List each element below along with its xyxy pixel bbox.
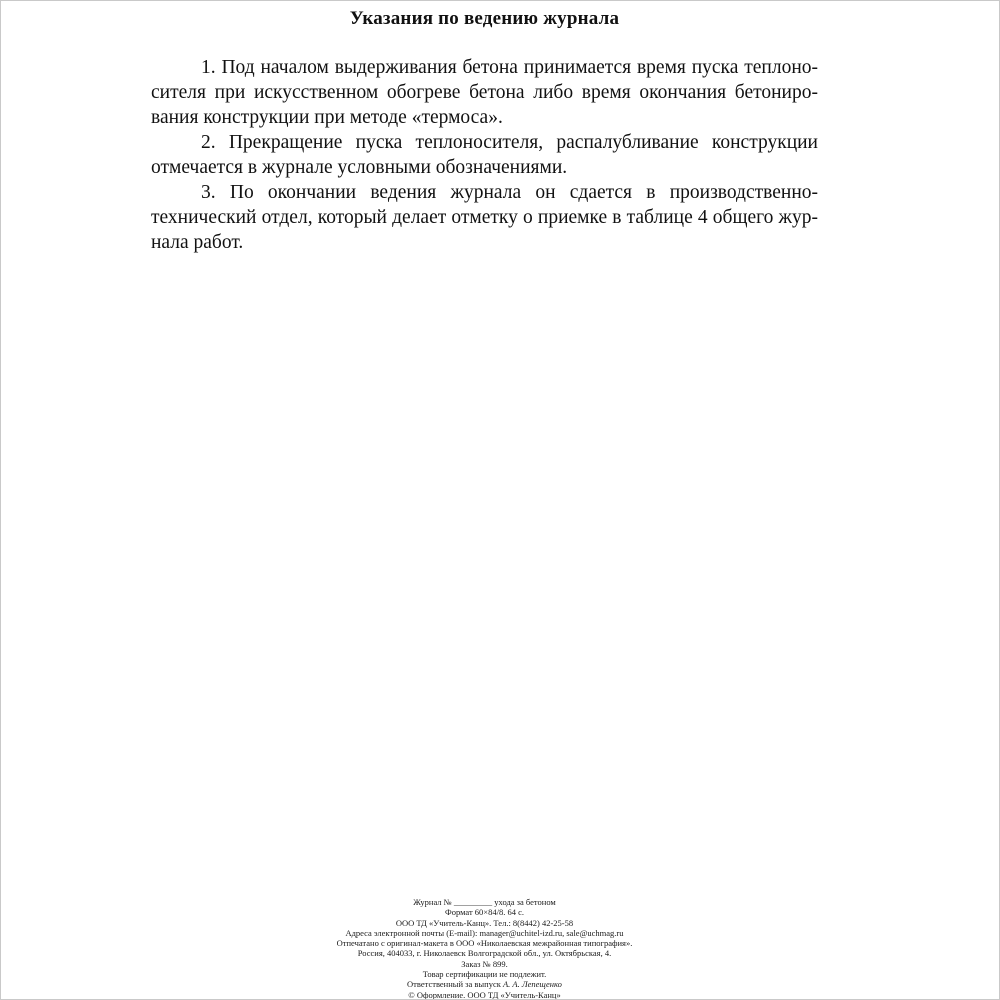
imprint-responsible-name: А. А. Лепещенко (502, 979, 562, 990)
body-line-1: 1. Под началом выдерживания бетона принимается время пуска теплоно- (201, 57, 818, 78)
body-line-8: нала работ. (151, 232, 244, 253)
imprint-address-line: Россия, 404033, г. Николаевск Волгоградской обл., ул. Октябрьская, 4. (357, 948, 612, 959)
imprint-block (151, 897, 818, 1000)
imprint-email-line: Адреса электронной почты (E-mail): manager@uchitel-izd.ru, sale@uchmag.ru (345, 927, 624, 938)
body-line-7: технический отдел, который делает отметку о приемке в таблице 4 общего жур- (151, 207, 818, 228)
imprint-publisher-line: ООО ТД «Учитель-Канц». Тел.: 8(8442) 42-25-58 (395, 917, 574, 928)
imprint-responsible-label: Ответственный за выпуск (407, 979, 501, 990)
imprint-order-line: Заказ № 899. (461, 958, 508, 969)
body-line-5: отмечается в журнале условными обозначениями. (151, 157, 568, 178)
body-line-6: 3. По окончании ведения журнала он сдается в производственно- (201, 182, 818, 203)
imprint-responsible-line (151, 979, 818, 989)
body-line-2: сителя при искусственном обогреве бетона либо время окончания бетониро- (151, 82, 818, 103)
document-content (151, 7, 818, 255)
imprint-printer-line: Отпечатано с оригинал-макета в ООО «Николаевская межрайонная типография». (336, 938, 633, 949)
imprint-copyright-line: © Оформление. ООО ТД «Учитель-Канц» (408, 989, 561, 1000)
imprint-certification-line: Товар сертификации не подлежит. (422, 969, 547, 980)
page-title: Указания по ведению журнала (349, 8, 620, 29)
imprint-format-line: Формат 60×84/8. 64 с. (445, 907, 524, 918)
body-line-3: вания конструкции при методе «термоса». (151, 107, 503, 128)
body-line-4: 2. Прекращение пуска теплоносителя, распалубливание конструкции (201, 132, 818, 153)
imprint-journal-number-line: Журнал № _________ ухода за бетоном (413, 897, 556, 907)
instructions-body (151, 55, 818, 255)
